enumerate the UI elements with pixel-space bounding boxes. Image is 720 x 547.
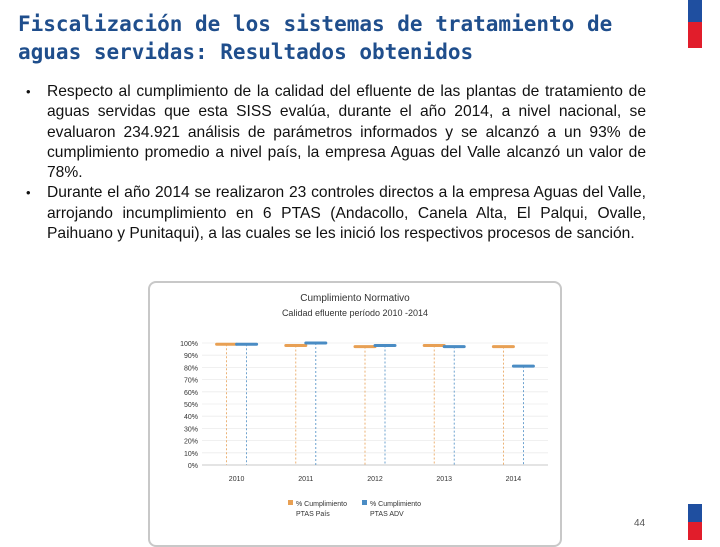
y-tick-label: 50%: [183, 402, 198, 409]
flag-decoration-bottom: [688, 504, 702, 540]
y-tick-label: 30%: [183, 426, 198, 434]
flag-red-stripe: [688, 22, 702, 48]
bullet-text: Respecto al cumplimiento de la calidad del efluente de las plantas de tratamiento de aguas servidas que esta SISS evalúa, durante el año 2014, a nivel nacional, se evaluaron 234.921 análisis de parámetros informados y se alcanzó a un 93% de cumplimiento promedio a nivel país, la empresa Aguas del Valle alcanzó un valor de 78%.: [47, 83, 646, 182]
x-tick-label: 2010: [228, 476, 245, 483]
page-number: 44: [634, 518, 646, 529]
x-tick-label: 2013: [436, 476, 452, 483]
legend-label: % Cumplimiento PTAS ADV: [370, 501, 421, 518]
y-tick-label: 70%: [183, 377, 198, 385]
legend-swatch: [362, 500, 367, 505]
slide-title: Fiscalización de los sistemas de tratamiento de aguas servidas: Resultados obtenidos: [18, 12, 613, 64]
y-tick-label: 90%: [183, 353, 198, 361]
x-tick-label: 2012: [367, 476, 383, 483]
bullet-marker: •: [26, 84, 31, 99]
flag-blue-stripe: [688, 504, 702, 522]
x-tick-label: 2011: [298, 476, 314, 483]
y-tick-label: 10%: [183, 450, 198, 458]
bullet-item: [18, 183, 646, 244]
y-tick-label: 20%: [183, 438, 198, 446]
legend-swatch: [288, 500, 293, 505]
y-tick-label: 80%: [183, 365, 198, 373]
legend-label: % Cumplimiento PTAS País: [296, 501, 347, 518]
chart-subtitle: Calidad efluente período 2010 -2014: [281, 308, 429, 318]
flag-blue-stripe: [688, 0, 702, 22]
y-tick-label: 40%: [183, 414, 198, 422]
bullet-list: [18, 82, 646, 244]
flag-red-stripe: [688, 522, 702, 540]
compliance-chart: [150, 283, 560, 545]
bullet-text: Durante el año 2014 se realizaron 23 controles directos a la empresa Aguas del Valle, arrojando incumplimiento en 6 PTAS (Andacollo, Canela Alta, El Palqui, Ovalle, Paihuano y Punitaqui), a las cuales se les inició los respectivos procesos de sanción.: [47, 184, 646, 243]
y-tick-label: 0%: [187, 463, 198, 470]
bullet-marker: •: [26, 185, 31, 201]
x-tick-label: 2014: [505, 476, 522, 483]
flag-decoration-top: [688, 0, 702, 48]
chart-title: Cumplimiento Normativo: [300, 293, 410, 304]
y-tick-label: 100%: [180, 341, 198, 348]
chart-container: [148, 281, 562, 547]
bullet-item: [18, 82, 646, 183]
y-tick-label: 60%: [183, 389, 198, 397]
